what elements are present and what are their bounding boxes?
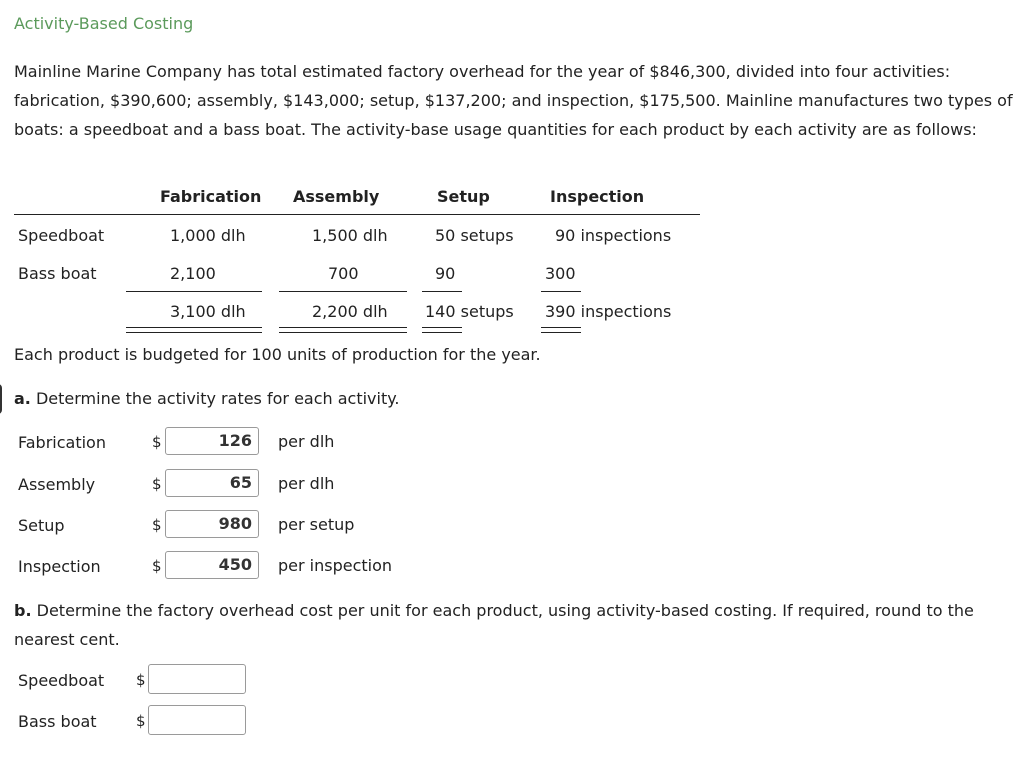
- total-fabrication-value: 3,100: [170, 302, 216, 321]
- rate-label-fabrication: Fabrication: [18, 433, 106, 452]
- bassboat-assembly: 700: [328, 264, 359, 283]
- header-setup: Setup: [437, 187, 490, 206]
- currency-symbol: $: [152, 557, 162, 575]
- page-title: Activity-Based Costing: [14, 14, 194, 33]
- currency-symbol: $: [136, 712, 146, 730]
- part-b-question: [14, 596, 1004, 654]
- sum-rule-fabrication: [126, 291, 262, 292]
- product-label-speedboat: Speedboat: [18, 671, 105, 690]
- assembly-rate-input[interactable]: 65: [165, 469, 259, 497]
- fabrication-rate-input[interactable]: 126: [165, 427, 259, 455]
- total-inspection-unit: inspections: [580, 302, 672, 321]
- rate-unit-inspection: per inspection: [278, 556, 393, 575]
- rate-unit-fabrication: per dlh: [278, 432, 335, 451]
- part-b-text: Determine the factory overhead cost per unit for each product, using activity-based costing. If required, round to the nearest cent.: [14, 601, 974, 649]
- total-setup-unit: setups: [460, 302, 514, 321]
- part-a-letter: a.: [14, 389, 31, 408]
- total-inspection-value: 390: [545, 302, 576, 321]
- total-assembly-unit: dlh: [362, 302, 388, 321]
- row-label-speedboat: Speedboat: [18, 226, 105, 245]
- total-assembly-value: 2,200: [312, 302, 358, 321]
- currency-symbol: $: [152, 433, 162, 451]
- setup-rate-input[interactable]: 980: [165, 510, 259, 538]
- sum-rule-assembly: [279, 291, 407, 292]
- sum-rule-setup: [422, 291, 462, 292]
- bassboat-inspection: 300: [545, 264, 576, 283]
- total-setup: [425, 302, 514, 321]
- activity-usage-table: [14, 184, 704, 344]
- header-rule: [14, 214, 700, 215]
- double-rule-setup: [422, 327, 462, 333]
- double-rule-inspection: [541, 327, 581, 333]
- production-note: Each product is budgeted for 100 units of production for the year.: [14, 345, 541, 364]
- total-setup-value: 140: [425, 302, 456, 321]
- inspection-rate-input[interactable]: 450: [165, 551, 259, 579]
- total-fabrication: [170, 302, 246, 321]
- rate-label-inspection: Inspection: [18, 557, 101, 576]
- row-label-bass-boat: Bass boat: [18, 264, 97, 283]
- double-rule-assembly: [279, 327, 407, 333]
- rate-unit-setup: per setup: [278, 515, 355, 534]
- rate-label-setup: Setup: [18, 516, 65, 535]
- header-fabrication: Fabrication: [160, 187, 262, 206]
- header-assembly: Assembly: [293, 187, 380, 206]
- problem-statement: Mainline Marine Company has total estimated factory overhead for the year of $846,300, divided into four activities: fabrication, $390,600; assembly, $143,000; setup, $137,200; and inspection, $175,500. Mainline manufactures two types of boats: a speedboat and a bass boat. The activity-base usage quantities for each product by each activity are as follows:: [14, 62, 1013, 139]
- total-inspection: [545, 302, 671, 321]
- part-a-text: Determine the activity rates for each activity.: [35, 389, 400, 408]
- header-inspection: Inspection: [550, 187, 645, 206]
- currency-symbol: $: [136, 671, 146, 689]
- part-a-question: [14, 389, 400, 408]
- speedboat-fabrication: 1,000 dlh: [170, 226, 246, 245]
- total-assembly: [312, 302, 388, 321]
- rate-label-assembly: Assembly: [18, 475, 96, 494]
- bassboat-overhead-input[interactable]: [148, 705, 246, 735]
- speedboat-assembly: 1,500 dlh: [312, 226, 388, 245]
- currency-symbol: $: [152, 475, 162, 493]
- double-rule-fabrication: [126, 327, 262, 333]
- bassboat-fabrication: 2,100: [170, 264, 216, 283]
- total-fabrication-unit: dlh: [220, 302, 246, 321]
- speedboat-inspection: 90 inspections: [555, 226, 672, 245]
- rate-unit-assembly: per dlh: [278, 474, 335, 493]
- part-b-letter: b.: [14, 601, 32, 620]
- sum-rule-inspection: [541, 291, 581, 292]
- speedboat-setup: 50 setups: [435, 226, 514, 245]
- currency-symbol: $: [152, 516, 162, 534]
- product-label-bass-boat: Bass boat: [18, 712, 97, 731]
- active-question-marker: [0, 384, 2, 414]
- bassboat-setup: 90: [435, 264, 456, 283]
- speedboat-overhead-input[interactable]: [148, 664, 246, 694]
